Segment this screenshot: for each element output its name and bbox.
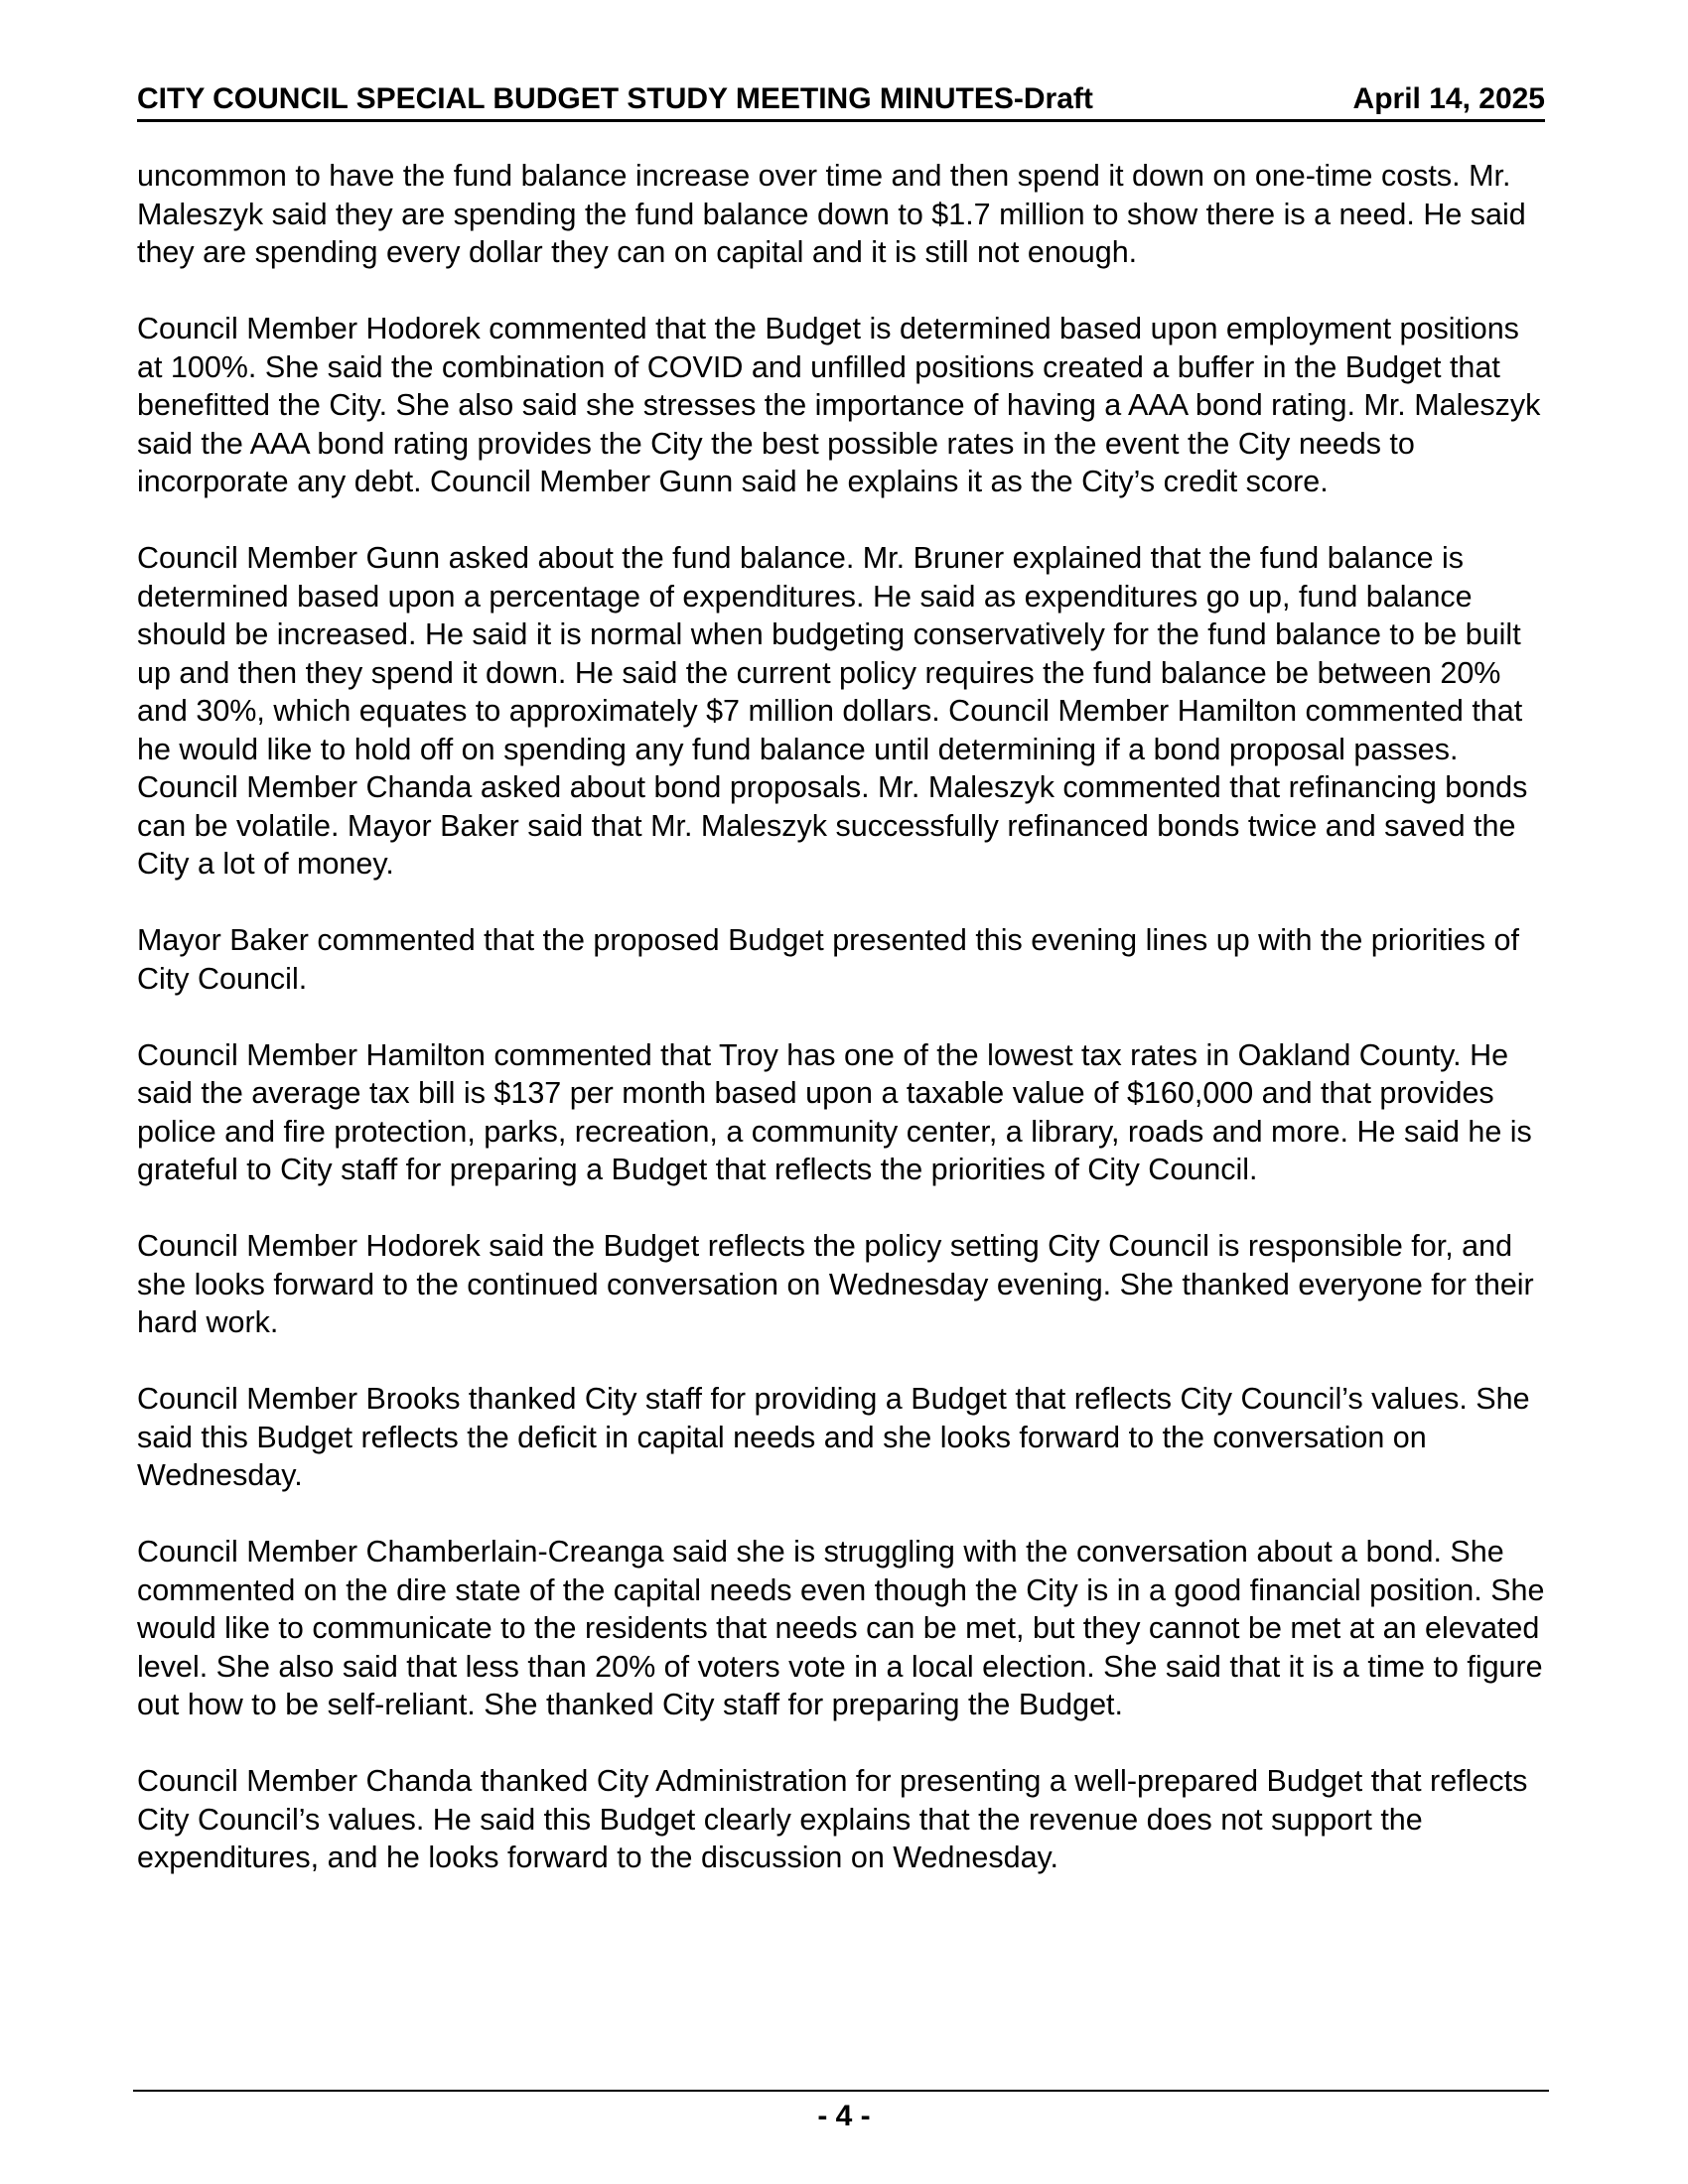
paragraph: uncommon to have the fund balance increase over time and then spend it down on one-time costs. Mr. Maleszyk said they are spending the fund balance down to $1.7 million to show there is a need. He said they are spending every dollar they can on capital and it is still not enough. xyxy=(137,159,1526,269)
paragraph: Council Member Hodorek said the Budget reflects the policy setting City Council is responsible for, and she looks forward to the continued conversation on Wednesday evening. She thanked everyone for their hard work. xyxy=(137,1229,1534,1339)
footer-divider xyxy=(133,2090,1549,2092)
page-number: - 4 - xyxy=(817,2100,871,2132)
paragraph: Council Member Chanda thanked City Administration for presenting a well-prepared Budget that reflects City Council’s values. He said this Budget clearly explains that the revenue does not support the expenditures, and he looks forward to the discussion on Wednesday. xyxy=(137,1764,1528,1874)
paragraph: Mayor Baker commented that the proposed Budget presented this evening lines up with the priorities of City Council. xyxy=(137,923,1519,996)
paragraph: Council Member Brooks thanked City staff for providing a Budget that reflects City Council’s values. She said this Budget reflects the deficit in capital needs and she looks forward to the conversation on Wednesday. xyxy=(137,1382,1530,1492)
minutes-body xyxy=(137,157,1552,1915)
document-date: April 14, 2025 xyxy=(1352,82,1545,115)
paragraph: Council Member Hodorek commented that the Budget is determined based upon employment positions at 100%. She said the combination of COVID and unfilled positions created a buffer in the Budget that benefitted the City. She also said she stresses the importance of having a AAA bond rating. Mr. Maleszyk said the AAA bond rating provides the City the best possible rates in the event the City needs to incorporate any debt. Council Member Gunn said he explains it as the City’s credit score. xyxy=(137,312,1541,498)
page-header xyxy=(137,79,1545,122)
paragraph: Council Member Chamberlain-Creanga said she is struggling with the conversation about a bond. She commented on the dire state of the capital needs even though the City is in a good financial position. She would like to communicate to the residents that needs can be met, but they cannot be met at an elevated level. She also said that less than 20% of voters vote in a local election. She said that it is a time to figure out how to be self-reliant. She thanked City staff for preparing the Budget. xyxy=(137,1535,1545,1721)
paragraph: Council Member Hamilton commented that Troy has one of the lowest tax rates in Oakland County. He said the average tax bill is $137 per month based upon a taxable value of $160,000 and that provides police and fire protection, parks, recreation, a community center, a library, roads and more. He said he is grateful to City staff for preparing a Budget that reflects the priorities of City Council. xyxy=(137,1037,1532,1186)
document-title: CITY COUNCIL SPECIAL BUDGET STUDY MEETING MINUTES-Draft xyxy=(137,82,1093,115)
paragraph: Council Member Gunn asked about the fund balance. Mr. Bruner explained that the fund balance is determined based upon a percentage of expenditures. He said as expenditures go up, fund balance should be increased. He said it is normal when budgeting conservatively for the fund balance to be built up and then they spend it down. He said the current policy requires the fund balance be between 20% and 30%, which equates to approximately $7 million dollars. Council Member Hamilton commented that he would like to hold off on spending any fund balance until determining if a bond proposal passes. Council Member Chanda asked about bond proposals. Mr. Maleszyk commented that refinancing bonds can be volatile. Mayor Baker said that Mr. Maleszyk successfully refinanced bonds twice and saved the City a lot of money. xyxy=(137,541,1528,881)
